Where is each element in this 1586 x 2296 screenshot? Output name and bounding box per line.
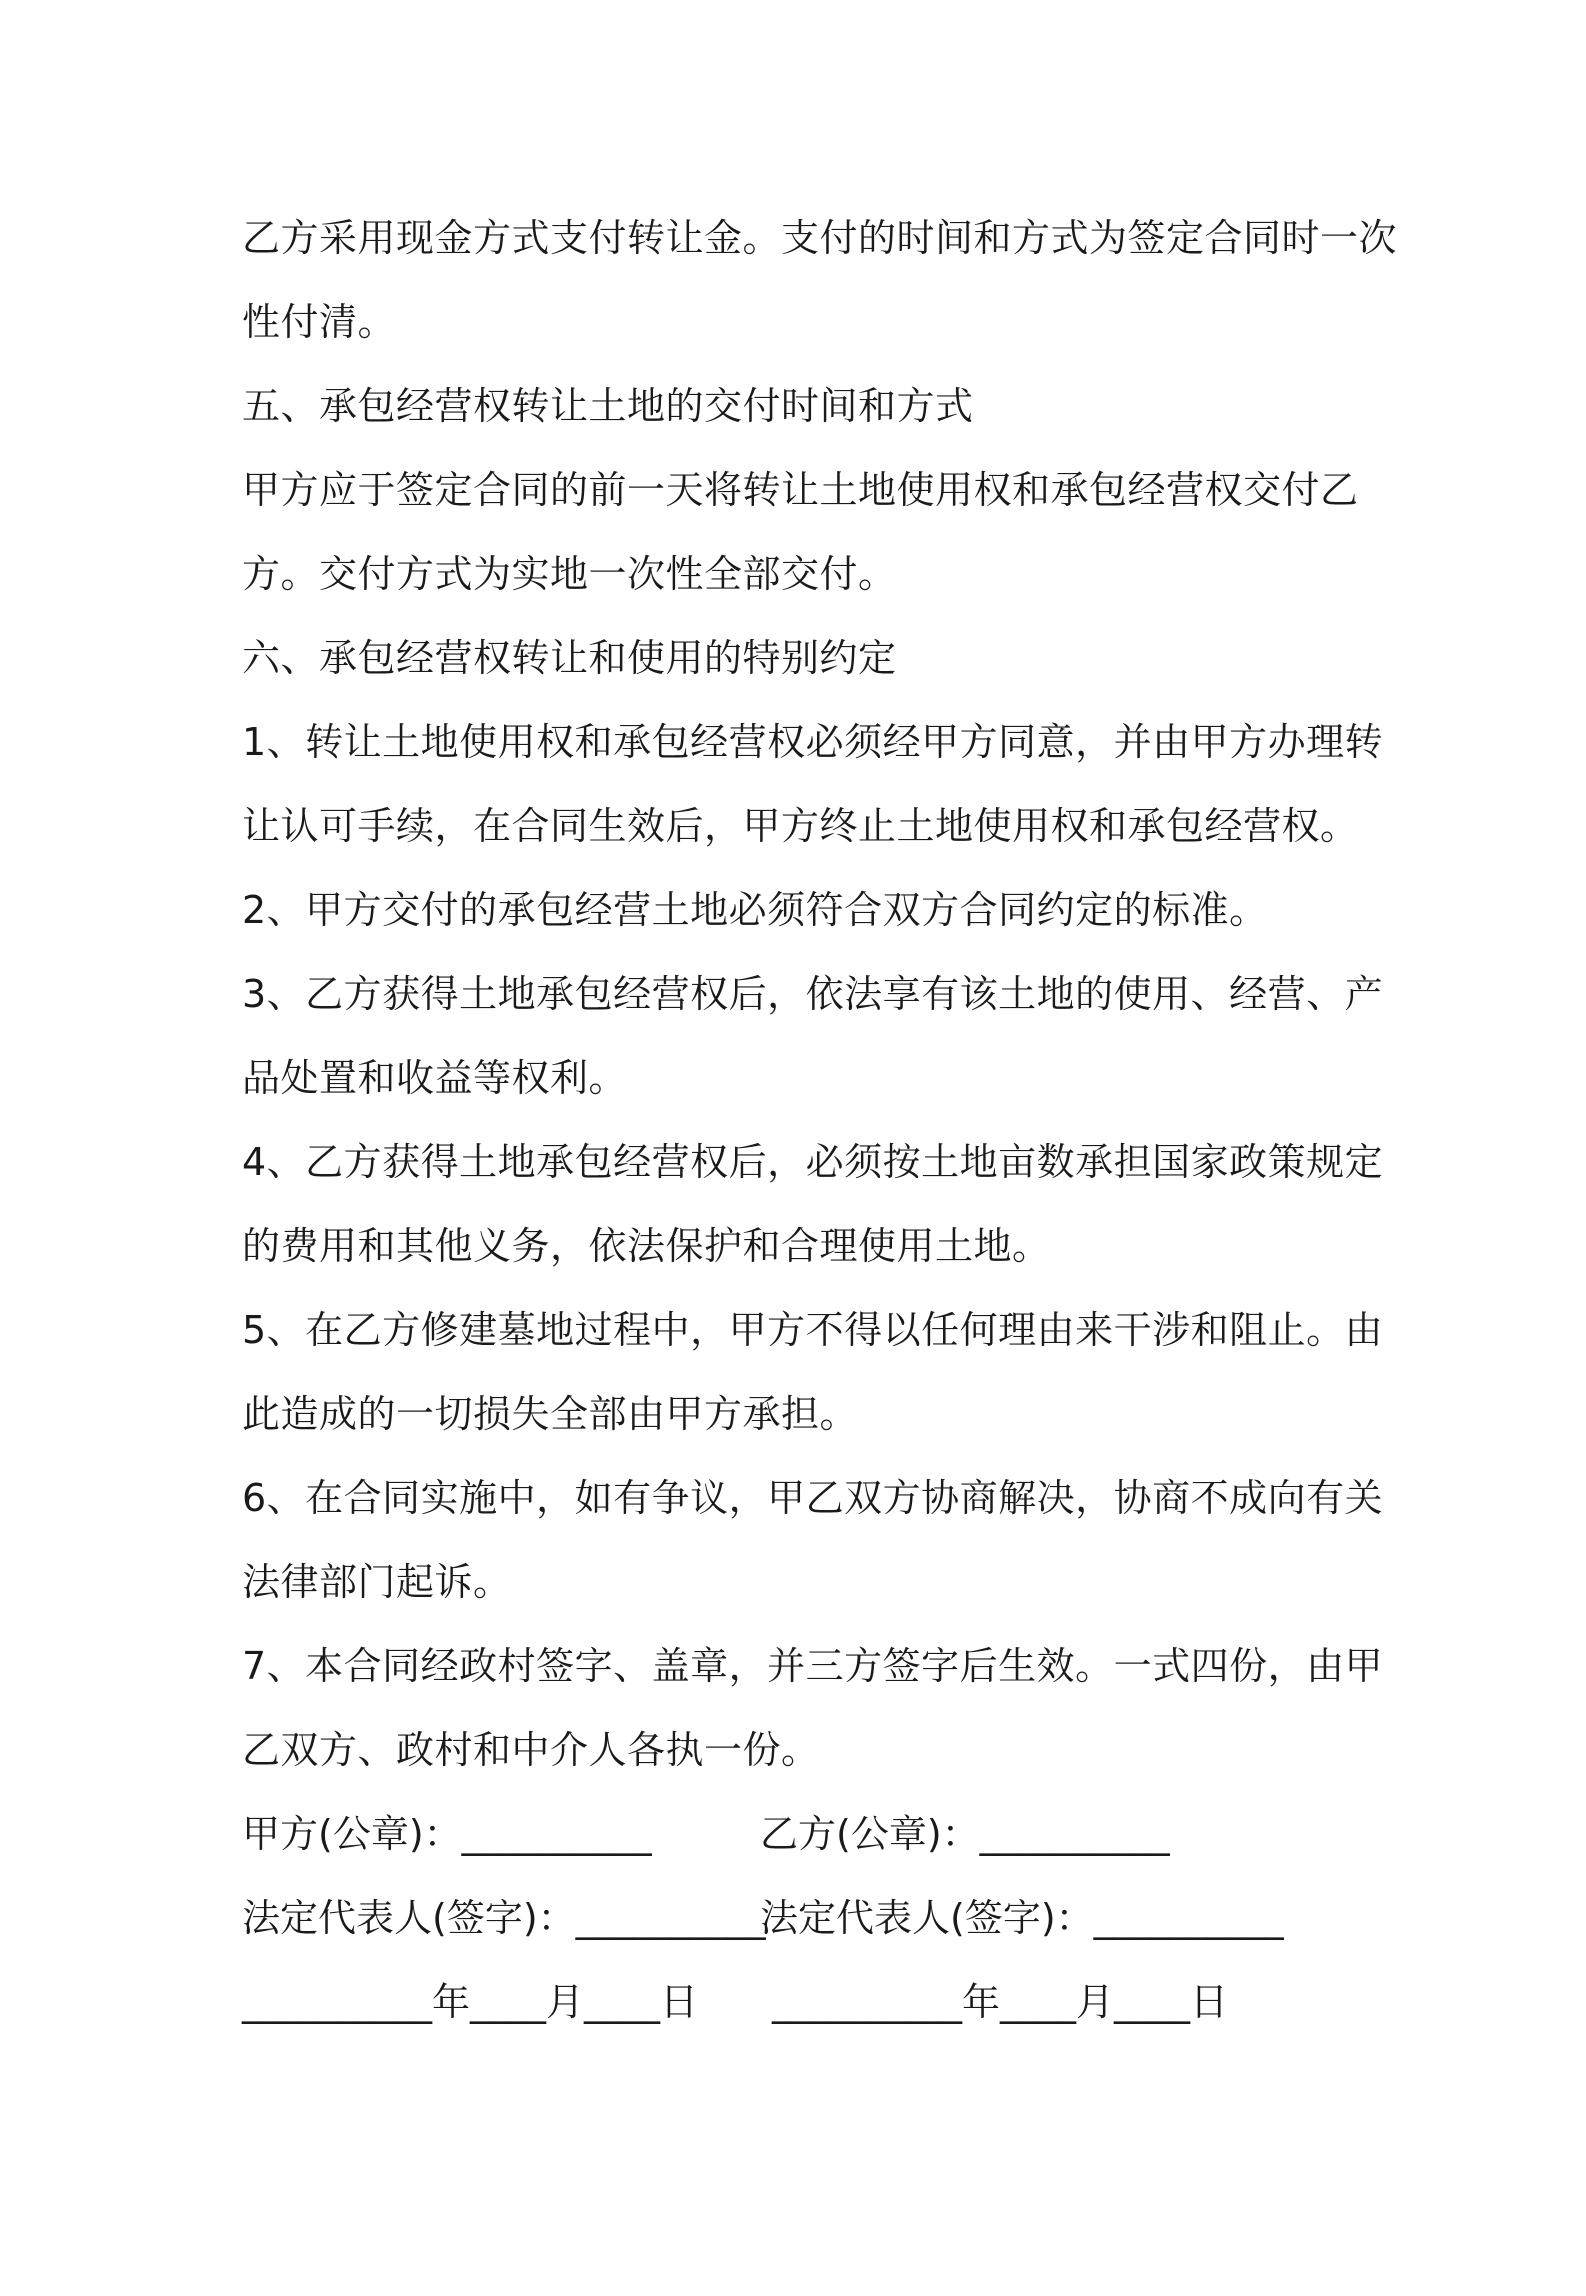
text-line: 乙方采用现金方式支付转让金。支付的时间和方式为签定合同时一次	[242, 216, 1398, 260]
clause-line: 让认可手续，在合同生效后，甲方终止土地使用权和承包经营权。	[242, 804, 1359, 848]
party-b-date-field: __________年____月____日	[772, 1980, 1229, 2024]
clause-line: 2、甲方交付的承包经营土地必须符合双方合同约定的标准。	[242, 888, 1268, 932]
text-line: 甲方应于签定合同的前一天将转让土地使用权和承包经营权交付乙	[242, 468, 1359, 512]
clause-line: 7、本合同经政村签字、盖章，并三方签字后生效。一式四份，由甲	[242, 1644, 1384, 1688]
section-heading: 六、承包经营权转让和使用的特别约定	[242, 636, 897, 680]
clause-line: 5、在乙方修建墓地过程中，甲方不得以任何理由来干涉和阻止。由	[242, 1308, 1384, 1352]
clause-line: 的费用和其他义务，依法保护和合理使用土地。	[242, 1224, 1051, 1268]
clause-line: 乙双方、政村和中介人各执一份。	[242, 1728, 820, 1772]
text-line: 性付清。	[242, 300, 397, 344]
clause-line: 4、乙方获得土地承包经营权后，必须按土地亩数承担国家政策规定	[242, 1140, 1384, 1184]
clause-line: 1、转让土地使用权和承包经营权必须经甲方同意，并由甲方办理转	[242, 720, 1384, 764]
party-b-seal-field: 乙方(公章)：__________	[760, 1812, 1170, 1856]
text-line: 方。交付方式为实地一次性全部交付。	[242, 552, 897, 596]
party-b-rep-field: 法定代表人(签字)：__________	[760, 1896, 1284, 1940]
section-heading: 五、承包经营权转让土地的交付时间和方式	[242, 384, 974, 428]
clause-line: 品处置和收益等权利。	[242, 1056, 628, 1100]
signature-rep-row	[242, 1876, 1362, 1960]
clause-line: 法律部门起诉。	[242, 1560, 512, 1604]
document-body	[242, 196, 1398, 2044]
party-a-seal-field: 甲方(公章)：__________	[242, 1812, 652, 1856]
signature-seal-row	[242, 1792, 1362, 1876]
clause-line: 3、乙方获得土地承包经营权后，依法享有该土地的使用、经营、产	[242, 972, 1384, 1016]
signature-date-row	[242, 1960, 1362, 2044]
clause-line: 6、在合同实施中，如有争议，甲乙双方协商解决，协商不成向有关	[242, 1476, 1384, 1520]
party-a-rep-field: 法定代表人(签字)：__________	[242, 1896, 766, 1940]
party-a-date-field: __________年____月____日	[242, 1980, 699, 2024]
clause-line: 此造成的一切损失全部由甲方承担。	[242, 1392, 859, 1436]
